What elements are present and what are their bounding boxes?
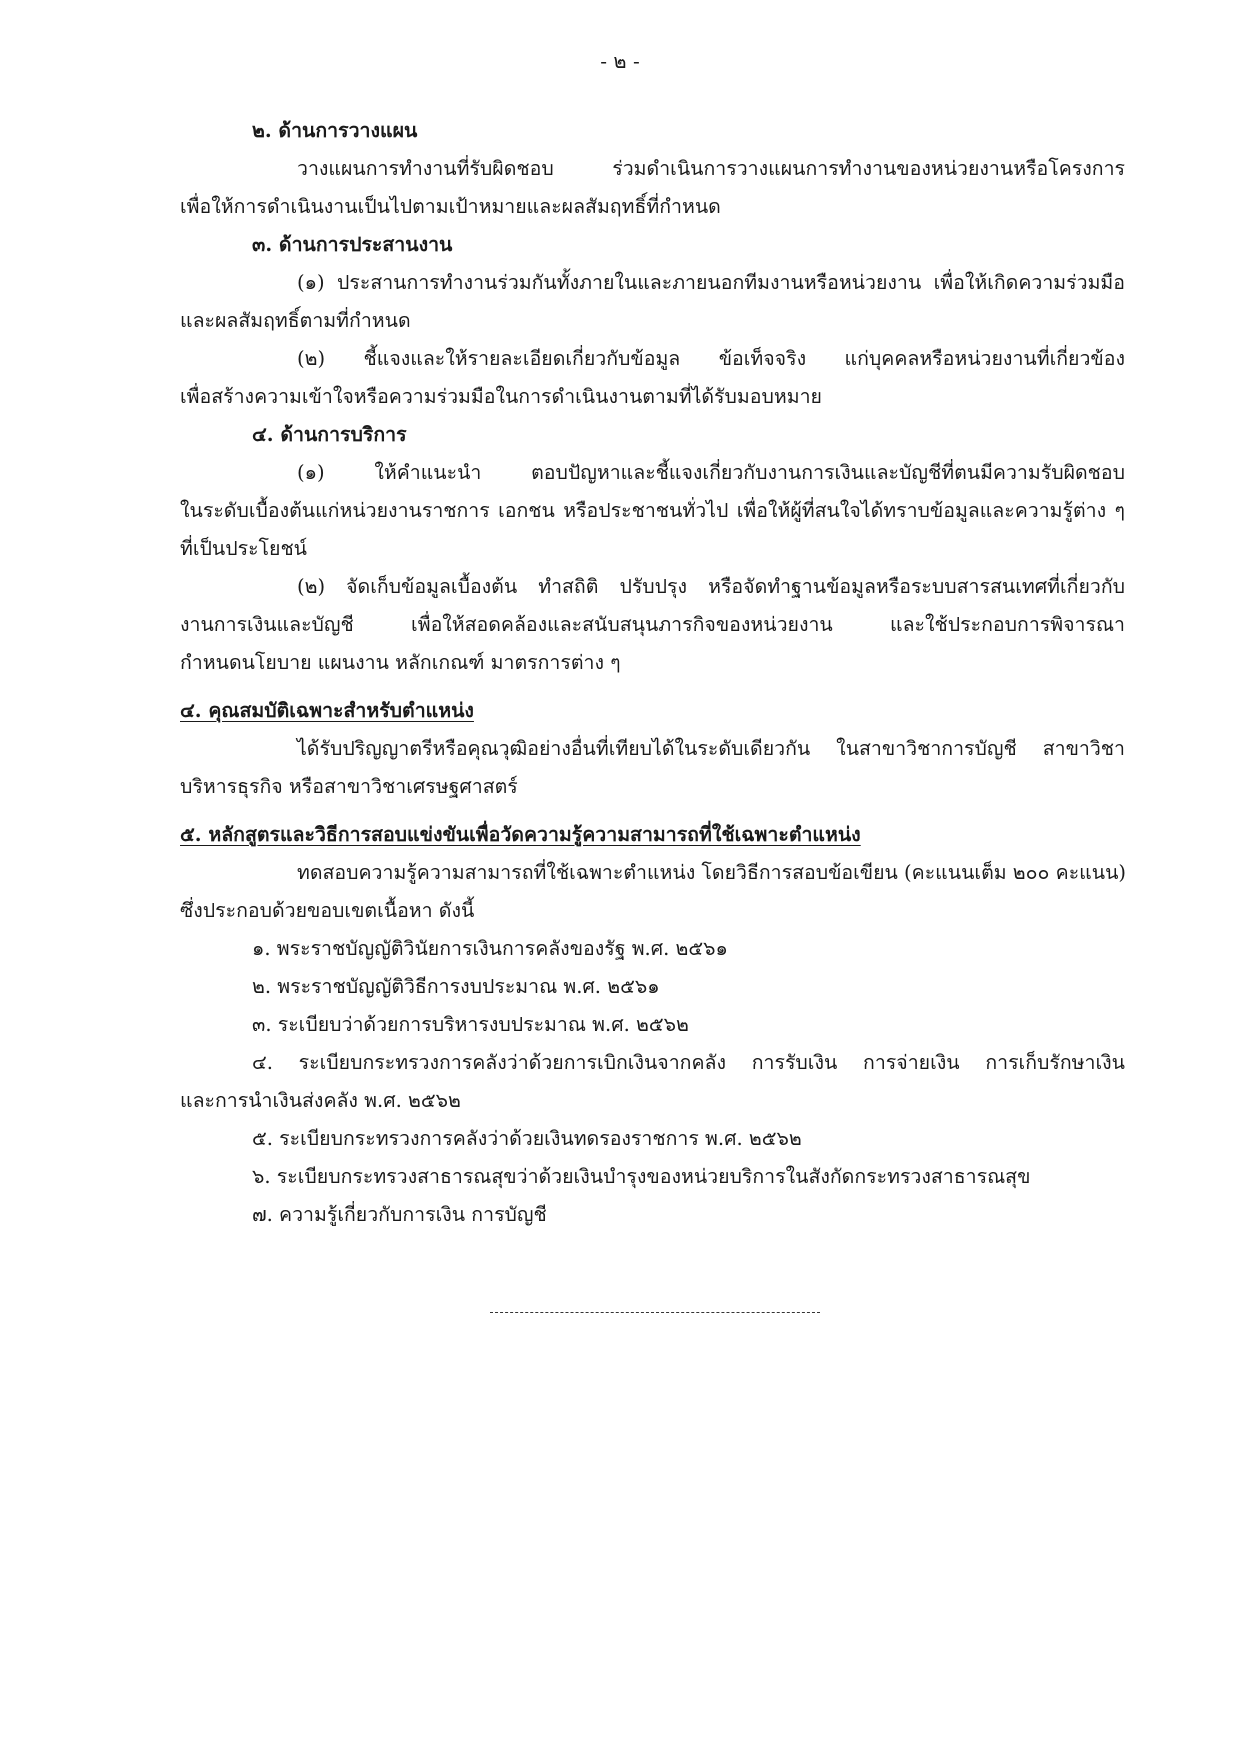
planning-heading: ๒. ด้านการวางแผน [252,119,418,142]
end-separator [490,1312,820,1313]
list-item: ๕. ระเบียบกระทรวงการคลังว่าด้วยเงินทดรองราชการ พ.ศ. ๒๕๖๒ [252,1127,802,1150]
qualification-heading: ๔. คุณสมบัติเฉพาะสำหรับตำแหน่ง [180,699,474,722]
list-item: ๒. พระราชบัญญัติวิธีการงบประมาณ พ.ศ. ๒๕๖๑ [252,975,660,998]
list-item: ๑. พระราชบัญญัติวินัยการเงินการคลังของรัฐ พ.ศ. ๒๕๖๑ [252,937,728,960]
paragraph-line: เพื่อให้การดำเนินงานเป็นไปตามเป้าหมายและผลสัมฤทธิ์ที่กำหนด [180,195,721,218]
document-body [180,112,1125,1234]
paragraph-line: ทดสอบความรู้ความสามารถที่ใช้เฉพาะตำแหน่ง โดยวิธีการสอบข้อเขียน (คะแนนเต็ม ๒๐๐ คะแนน) [297,861,1127,884]
paragraph-line: ที่เป็นประโยชน์ [180,537,308,560]
paragraph-line: กำหนดนโยบาย แผนงาน หลักเกณฑ์ มาตรการต่าง ๆ [180,651,621,674]
service-heading: ๔. ด้านการบริการ [252,423,407,446]
list-item: ๓. ระเบียบว่าด้วยการบริหารงบประมาณ พ.ศ. ๒๕๖๒ [252,1013,689,1036]
page-number: - ๒ - [600,49,640,73]
paragraph-line: (๒) ชี้แจงและให้รายละเอียดเกี่ยวกับข้อมูล ข้อเท็จจริง แก่บุคคลหรือหน่วยงานที่เกี่ยวข้อง [297,347,1125,370]
paragraph-line: ในระดับเบื้องต้นแก่หน่วยงานราชการ เอกชน หรือประชาชนทั่วไป เพื่อให้ผู้ที่สนใจได้ทราบข้อมูลและความรู้ต่าง ๆ [180,499,1125,522]
paragraph-line: เพื่อสร้างความเข้าใจหรือความร่วมมือในการดำเนินงานตามที่ได้รับมอบหมาย [180,385,822,408]
list-item-continuation: และการนำเงินส่งคลัง พ.ศ. ๒๕๖๒ [180,1089,461,1112]
paragraph-line: และผลสัมฤทธิ์ตามที่กำหนด [180,309,411,332]
paragraph-line: (๑) ให้คำแนะนำ ตอบปัญหาและชี้แจงเกี่ยวกับงานการเงินและบัญชีที่ตนมีความรับผิดชอบ [297,461,1125,484]
curriculum-heading: ๕. หลักสูตรและวิธีการสอบแข่งขันเพื่อวัดความรู้ความสามารถที่ใช้เฉพาะตำแหน่ง [180,823,861,846]
paragraph-line: ได้รับปริญญาตรีหรือคุณวุฒิอย่างอื่นที่เทียบได้ในระดับเดียวกัน ในสาขาวิชาการบัญชี สาขาวิชา [297,737,1125,760]
paragraph-line: วางแผนการทำงานที่รับผิดชอบ ร่วมดำเนินการวางแผนการทำงานของหน่วยงานหรือโครงการ [297,157,1125,180]
paragraph-line: ซึ่งประกอบด้วยขอบเขตเนื้อหา ดังนี้ [180,899,475,922]
paragraph-line: (๑) ประสานการทำงานร่วมกันทั้งภายในและภายนอกทีมงานหรือหน่วยงาน เพื่อให้เกิดความร่วมมือ [297,271,1125,294]
list-item: ๔. ระเบียบกระทรวงการคลังว่าด้วยการเบิกเงินจากคลัง การรับเงิน การจ่ายเงิน การเก็บรักษาเงิน [252,1051,1125,1074]
list-item: ๗. ความรู้เกี่ยวกับการเงิน การบัญชี [252,1203,547,1226]
paragraph-line: บริหารธุรกิจ หรือสาขาวิชาเศรษฐศาสตร์ [180,775,518,798]
list-item: ๖. ระเบียบกระทรวงสาธารณสุขว่าด้วยเงินบำรุงของหน่วยบริการในสังกัดกระทรวงสาธารณสุข [252,1165,1031,1188]
paragraph-line: งานการเงินและบัญชี เพื่อให้สอดคล้องและสนับสนุนภารกิจของหน่วยงาน และใช้ประกอบการพิจารณา [180,613,1125,636]
coordination-heading: ๓. ด้านการประสานงาน [252,233,453,256]
paragraph-line: (๒) จัดเก็บข้อมูลเบื้องต้น ทำสถิติ ปรับปรุง หรือจัดทำฐานข้อมูลหรือระบบสารสนเทศที่เกี่ยวกับ [297,575,1125,598]
